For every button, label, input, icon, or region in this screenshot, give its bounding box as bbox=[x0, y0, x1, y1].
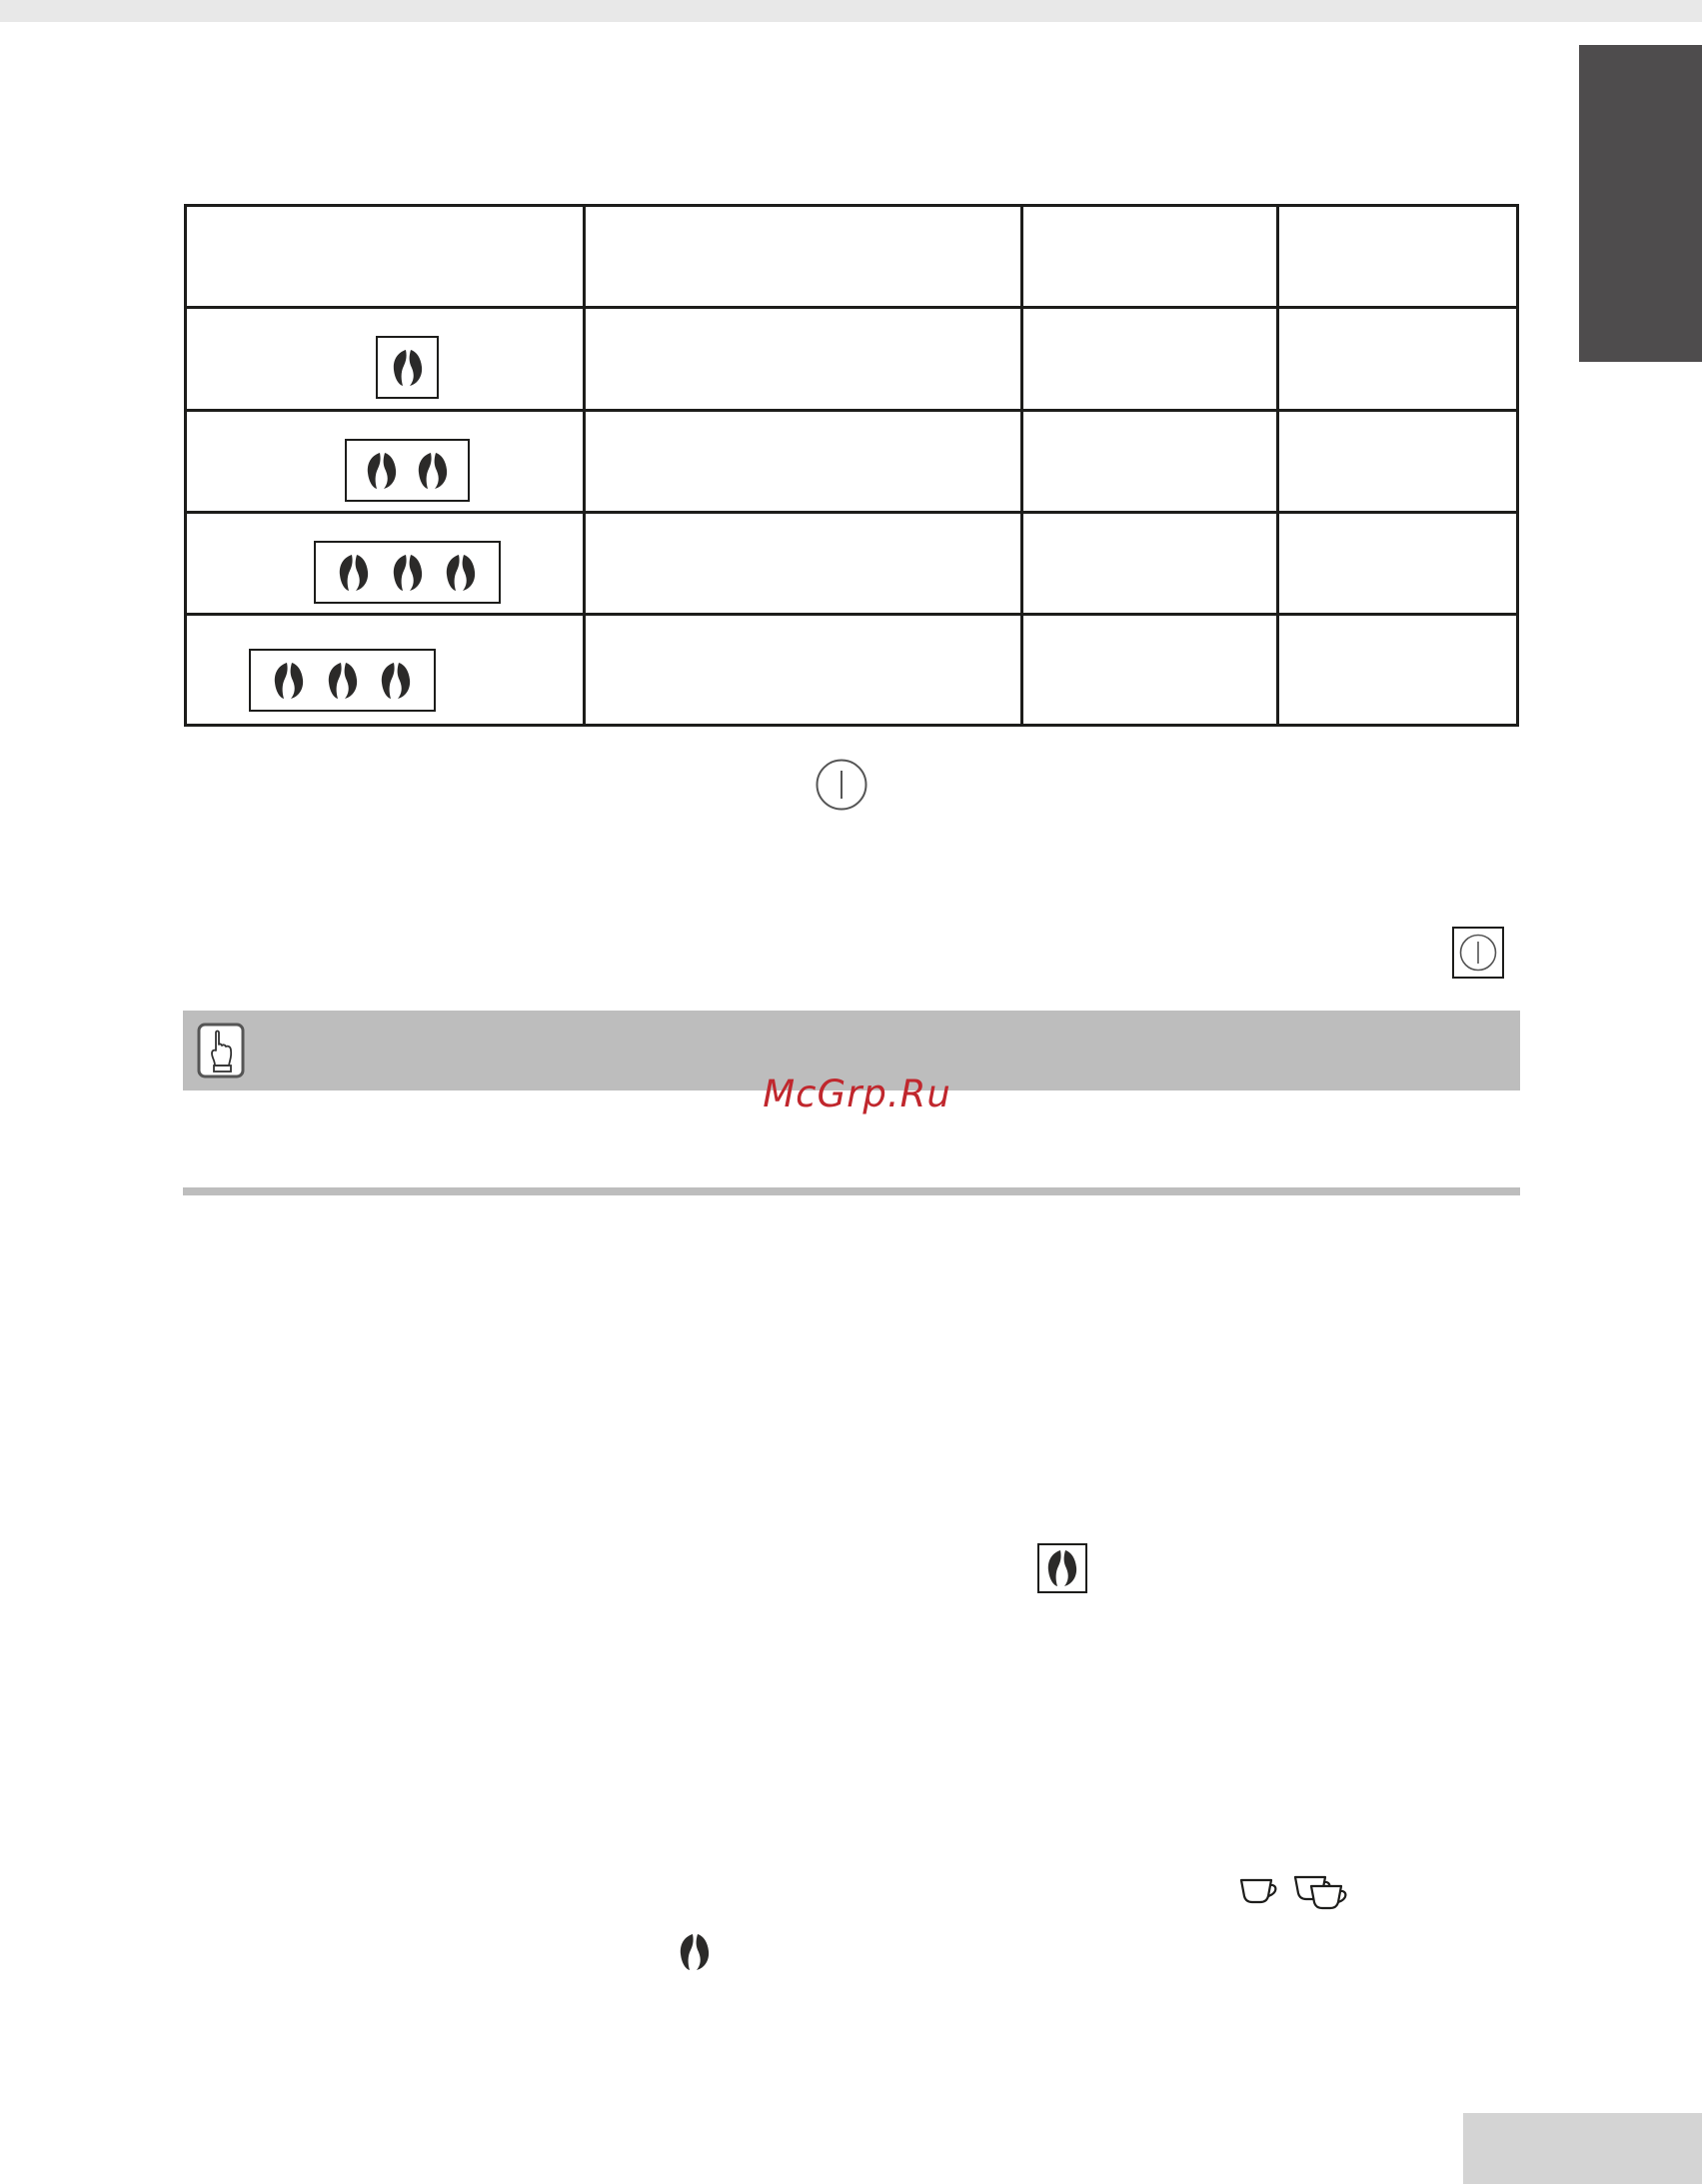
coffee-bean-icon bbox=[327, 661, 359, 701]
section-divider bbox=[183, 1187, 1520, 1195]
power-icon bbox=[1458, 933, 1498, 973]
coffee-bean-icon bbox=[1046, 1548, 1078, 1588]
top-strip bbox=[0, 0, 1702, 22]
inline-strength-icon bbox=[1037, 1543, 1087, 1593]
chapter-side-tab bbox=[1579, 45, 1702, 362]
coffee-bean-icon bbox=[392, 348, 424, 388]
table-row-divider bbox=[187, 306, 1516, 309]
coffee-bean-icon bbox=[445, 553, 477, 593]
coffee-bean-icon bbox=[679, 1932, 711, 1972]
watermark: McGrp.Ru bbox=[763, 1073, 951, 1115]
power-button-icon bbox=[1452, 927, 1504, 979]
strength-3-bean-icon-alt bbox=[249, 649, 436, 712]
strength-3-bean-icon bbox=[314, 541, 501, 604]
table-col-divider bbox=[1276, 207, 1279, 724]
table-row-divider bbox=[187, 613, 1516, 616]
coffee-bean-icon bbox=[338, 553, 370, 593]
strength-2-bean-icon bbox=[345, 439, 470, 502]
coffee-bean-icon bbox=[380, 661, 412, 701]
strength-1-bean-icon bbox=[376, 336, 439, 399]
table-col-divider bbox=[1020, 207, 1023, 724]
coffee-bean-icon bbox=[273, 661, 305, 701]
power-icon bbox=[816, 759, 867, 811]
grind-strength-table bbox=[184, 204, 1519, 727]
coffee-bean-icon bbox=[366, 451, 398, 491]
table-col-divider bbox=[583, 207, 586, 724]
two-cups-icon bbox=[1237, 1871, 1353, 1919]
table-row-divider bbox=[187, 511, 1516, 514]
hand-pointer-note-icon bbox=[197, 1023, 245, 1079]
coffee-bean-icon bbox=[392, 553, 424, 593]
page-corner-tab bbox=[1463, 2113, 1702, 2184]
coffee-bean-icon bbox=[417, 451, 449, 491]
table-row-divider bbox=[187, 409, 1516, 412]
